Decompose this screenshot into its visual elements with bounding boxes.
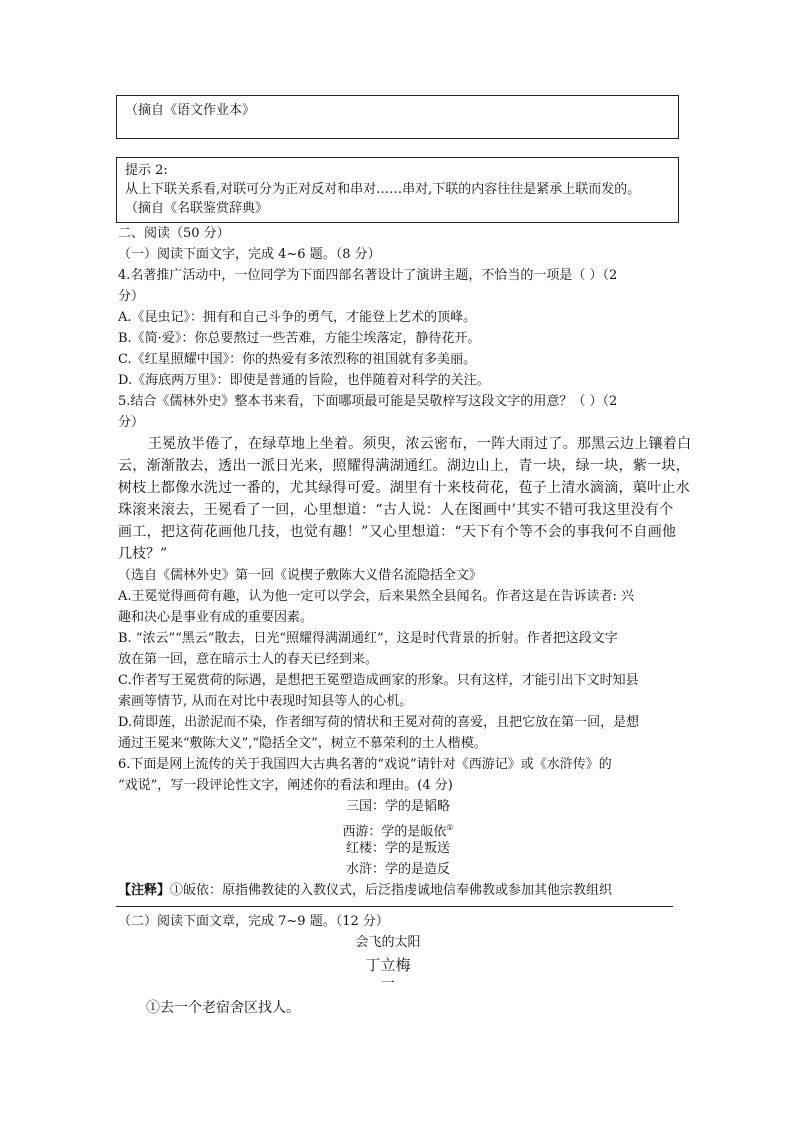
- q4-option-c: C.《红星照耀中国》：你的热爱有多浓烈称的祖国就有多美丽。: [118, 352, 477, 367]
- parody-line-3: 红楼：学的是叛送: [345, 841, 450, 856]
- q5-stem: 5.结合《儒林外史》整本书来看，下面哪项最可能是吴敬梓写这段文字的用意？（ ）（2: [118, 394, 618, 409]
- q4-option-a: A.《昆虫记》：拥有和自己斗争的勇气，才能登上艺术的顶峰。: [118, 310, 477, 325]
- passage-line-3: 树枝上都像水洗过一番的，尤其绿得可爱。湖里有十来枝荷花，苞子上清水滴滴，蕖叶止水: [118, 480, 690, 496]
- q4-stem: 4.名著推广活动中，一位同学为下面四部名著设计了演讲主题，不恰当的一项是（ ）（2: [118, 268, 618, 283]
- hint-text: 从上下联关系看,对联可分为正对反对和串对……串对,下联的内容往往是紧承上联而发的。: [125, 182, 641, 197]
- hint-source: （摘自《名联鉴赏辞典》: [125, 201, 269, 216]
- section-heading: 二、阅读（50 分）: [118, 226, 230, 241]
- q5-stem-cont: 分）: [118, 415, 145, 430]
- q6-stem: 6.下面是网上流传的关于我国四大古典名著的“戏说”请针对《西游记》或《水浒传》的: [118, 757, 612, 772]
- source-box-1: [116, 95, 679, 139]
- article-author: 丁立梅: [365, 956, 411, 974]
- hint-title: 提示 2:: [125, 163, 168, 178]
- hint-box-2: [116, 157, 679, 223]
- annotation-label: 【注释】: [118, 883, 171, 898]
- parody-line-4: 水浒：学的是造反: [345, 862, 450, 877]
- q4-option-b: B.《简·爱》：你总要熬过一些苦难，方能尘埃落定，静待花开。: [118, 331, 481, 346]
- article-paragraph-1: ①去一个老宿舍区找人。: [146, 1000, 300, 1016]
- parody-line-2-text: 西游：学的是皈依: [342, 824, 447, 840]
- passage-line-2: 云，渐渐散去，透出一派日光来，照耀得满湖通红。湖边山上，青一块，绿一块，紫一块，: [118, 458, 690, 474]
- divider-line: [116, 906, 673, 907]
- q5-option-b-cont: 放在第一回，意在暗示士人的春天已经到来。: [118, 652, 379, 667]
- q5-option-c-cont: 索画等情节, 从而在对比中表现时知县等人的心机。: [118, 694, 413, 709]
- annotation-text: ①皈依：原指佛教徒的入教仪式，后泛指虔诚地信奉佛教或参加其他宗教组织: [170, 883, 613, 898]
- passage-line-6: 几枝？”: [118, 546, 168, 562]
- box1-source: （摘自《语文作业本》: [125, 103, 256, 118]
- annotation: [118, 881, 678, 901]
- q5-option-a-cont: 趣和决心是事业有成的重要因素。: [118, 610, 314, 625]
- passage-line-4: 珠滚来滚去，王冕看了一回，心里想道：“古人说：人在图画中’其实不错可我这里没有个: [118, 502, 674, 518]
- q5-option-c: C.作者写王冕赏荷的际遇，是想把王冕塑造成画家的形象。只有这样，才能引出下文时知县: [118, 673, 639, 688]
- part2-heading: （二）阅读下面文章，完成 7~9 题。（12 分）: [118, 914, 389, 929]
- footnote-marker: ①: [446, 823, 454, 832]
- passage-line-5: 画工，把这荷花画他几技，也觉有趣！”又心里想道：“天下有个等不会的事我何不自画他: [118, 524, 677, 540]
- q5-option-a: A.王冕觉得画荷有趣，认为他一定可以学会，后来果然全县闻名。作者这是在告诉读者: 兴: [118, 589, 635, 604]
- part1-heading: （一）阅读下面文字，完成 4~6 题。（8 分）: [118, 247, 381, 262]
- q6-stem-cont: “戏说”，写一段评论性文字，阐述你的看法和理由。(4 分): [118, 778, 453, 793]
- passage-line-1: 王冕放半倦了，在绿草地上坐着。须臾，浓云密布，一阵大雨过了。那黑云边上镶着白: [148, 436, 692, 452]
- q5-option-b: B. “浓云”“黑云”散去，日光“照耀得满湖通红”，这是时代背景的折射。作者把这段文字: [118, 631, 618, 646]
- q5-option-d-cont: 通过王冕来“敷陈大义”,“隐括全文”，树立不慕荣利的土人楷模。: [118, 736, 487, 751]
- q4-option-d: D.《海底两万里》：即使是普通的旨险，也伴随着对科学的关注。: [118, 373, 490, 388]
- parody-line-1: 三国：学的是韬略: [345, 799, 450, 814]
- q4-stem-cont: 分）: [118, 289, 145, 304]
- passage-source: （选自《儒林外史》第一回《说楔子敷陈大义借名流隐括全文》: [118, 568, 483, 583]
- article-section-number: 一: [381, 976, 395, 991]
- q5-option-d: D.荷即莲，出淤泥而不染，作者细写荷的情状和王冕对荷的喜爱，且把它放在第一回，是想: [118, 715, 640, 730]
- article-title: 会飞的太阳: [355, 935, 421, 950]
